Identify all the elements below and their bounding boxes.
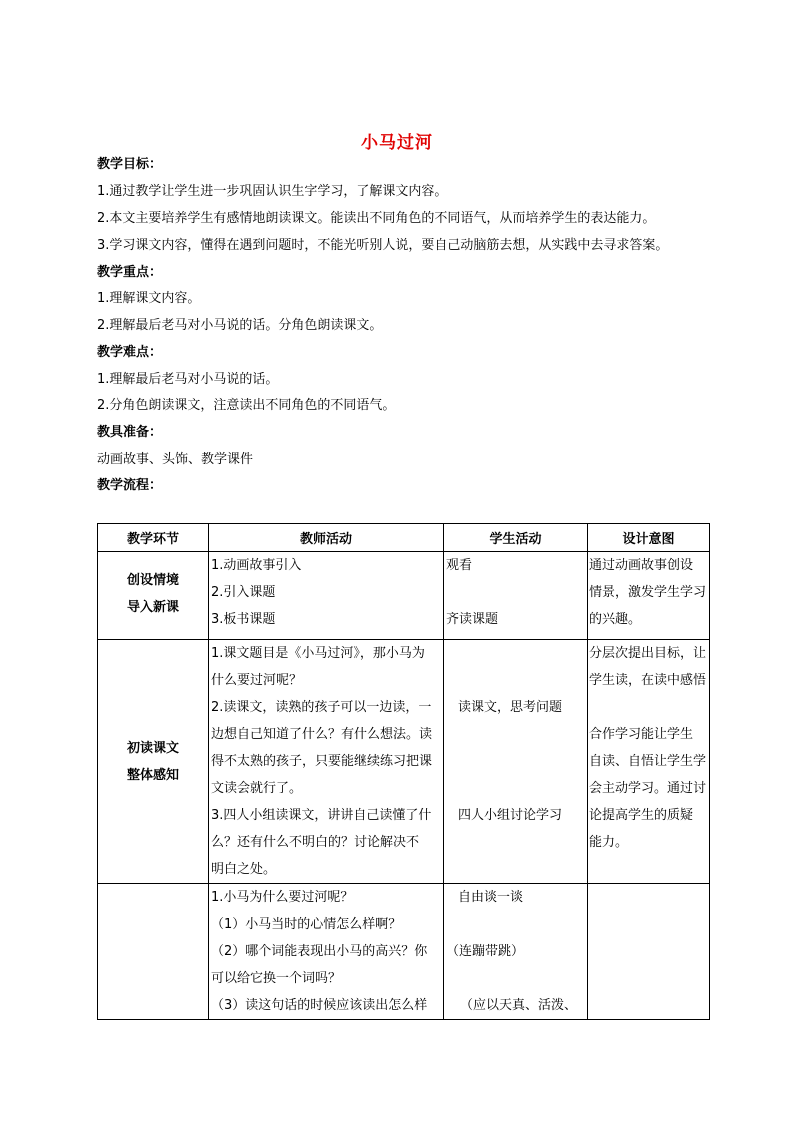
goal-item: 1.通过教学让学生进一步巩固认识生字学习，了解课文内容。 xyxy=(97,184,448,199)
teacher-cell xyxy=(209,884,444,1020)
tools-heading: 教具准备： xyxy=(97,425,163,440)
teacher-line: 可以给它换一个词吗？ xyxy=(211,971,342,986)
column-header: 学生活动 xyxy=(444,524,588,552)
student-line: 四人小组讨论学习 xyxy=(458,808,563,823)
intent-line: 能力。 xyxy=(589,835,629,850)
key-item: 1.理解课文内容。 xyxy=(97,291,201,306)
student-line: 自由谈一谈 xyxy=(458,890,524,905)
table-row xyxy=(98,884,710,1020)
teacher-line: （3）读这句话的时候应该读出怎么样 xyxy=(211,998,428,1013)
teacher-line: 1.课文题目是《小马过河》，那小马为 xyxy=(211,646,425,661)
stage-label: 创设情境 xyxy=(126,573,179,588)
flow-heading: 教学流程： xyxy=(97,478,163,493)
teacher-cell xyxy=(209,640,444,884)
teacher-line: 得不太熟的孩子，只要能继续练习把课 xyxy=(211,754,433,769)
teacher-line: 边想自己知道了什么？有什么想法。读 xyxy=(211,727,433,742)
intent-line: 会主动学习。通过讨 xyxy=(589,781,707,796)
student-line: （应以天真、活泼、 xyxy=(460,998,578,1013)
intent-cell xyxy=(588,640,710,884)
student-cell xyxy=(444,640,588,884)
key-heading: 教学重点： xyxy=(97,265,163,280)
table-row xyxy=(98,552,710,640)
intent-line: 的兴趣。 xyxy=(589,612,642,627)
intent-line: 论提高学生的质疑 xyxy=(589,808,694,823)
intent-line: 分层次提出目标，让 xyxy=(589,646,707,661)
student-line: 观看 xyxy=(446,558,473,573)
teacher-line: 3.板书课题 xyxy=(211,612,276,627)
stage-label: 初读课文 xyxy=(126,740,179,756)
goals-heading: 教学目标： xyxy=(97,157,163,172)
goal-item: 3.学习课文内容，懂得在遇到问题时，不能光听别人说，要自己动脑筋去想，从实践中去寻求答案。 xyxy=(97,238,669,253)
tools-text: 动画故事、头饰、教学课件 xyxy=(97,452,254,467)
teacher-cell xyxy=(209,552,444,640)
column-header: 教师活动 xyxy=(209,524,444,552)
table-header-row xyxy=(98,524,710,552)
table-row xyxy=(98,640,710,884)
goal-item: 2.本文主要培养学生有感情地朗读课文。能读出不同角色的不同语气，从而培养学生的表达能力。 xyxy=(97,211,656,226)
teacher-line: 什么要过河呢？ xyxy=(211,673,303,688)
page-title: 小马过河 xyxy=(361,133,433,153)
difficult-item: 2.分角色朗读课文，注意读出不同角色的不同语气。 xyxy=(97,398,396,413)
teacher-line: 1.小马为什么要过河呢？ xyxy=(211,890,354,905)
teaching-flow-table xyxy=(97,523,710,1020)
difficult-heading: 教学难点： xyxy=(97,345,163,360)
intent-line: 学生读，在读中感悟 xyxy=(589,673,707,688)
stage-cell xyxy=(98,552,209,640)
intent-line: 情景，激发学生学习 xyxy=(589,585,707,600)
teacher-line: 文读会就行了。 xyxy=(211,781,303,796)
column-header: 教学环节 xyxy=(98,524,209,552)
teacher-line: 2.读课文，读熟的孩子可以一边读，一 xyxy=(211,700,432,715)
intent-cell xyxy=(588,884,710,1020)
teacher-line: （1）小马当时的心情怎么样啊？ xyxy=(211,917,402,932)
intent-line: 自读、自悟让学生学 xyxy=(589,754,707,769)
teacher-line: （2）哪个词能表现出小马的高兴？你 xyxy=(211,944,428,959)
teacher-line: 明白之处。 xyxy=(211,862,277,877)
difficult-item: 1.理解最后老马对小马说的话。 xyxy=(97,372,279,387)
student-line: 齐读课题 xyxy=(446,612,499,627)
stage-label: 导入新课 xyxy=(126,600,179,615)
intent-cell xyxy=(588,552,710,640)
intent-line: 合作学习能让学生 xyxy=(589,727,694,742)
teacher-line: 3.四人小组读课文，讲讲自己读懂了什 xyxy=(211,808,432,823)
stage-cell xyxy=(98,884,209,1020)
teacher-line: 1.动画故事引入 xyxy=(211,558,302,573)
student-line: （连蹦带跳） xyxy=(446,944,525,959)
teacher-line: 2.引入课题 xyxy=(211,585,276,600)
intent-line xyxy=(589,694,709,721)
key-item: 2.理解最后老马对小马说的话。分角色朗读课文。 xyxy=(97,318,383,333)
student-cell xyxy=(444,552,588,640)
teacher-line: 么？还有什么不明白的？讨论解决不 xyxy=(211,835,420,850)
stage-label: 整体感知 xyxy=(126,767,179,783)
column-header: 设计意图 xyxy=(588,524,710,552)
stage-cell xyxy=(98,640,209,884)
student-line: 读课文，思考问题 xyxy=(458,700,563,715)
student-cell xyxy=(444,884,588,1020)
intent-line: 通过动画故事创设 xyxy=(589,558,694,573)
